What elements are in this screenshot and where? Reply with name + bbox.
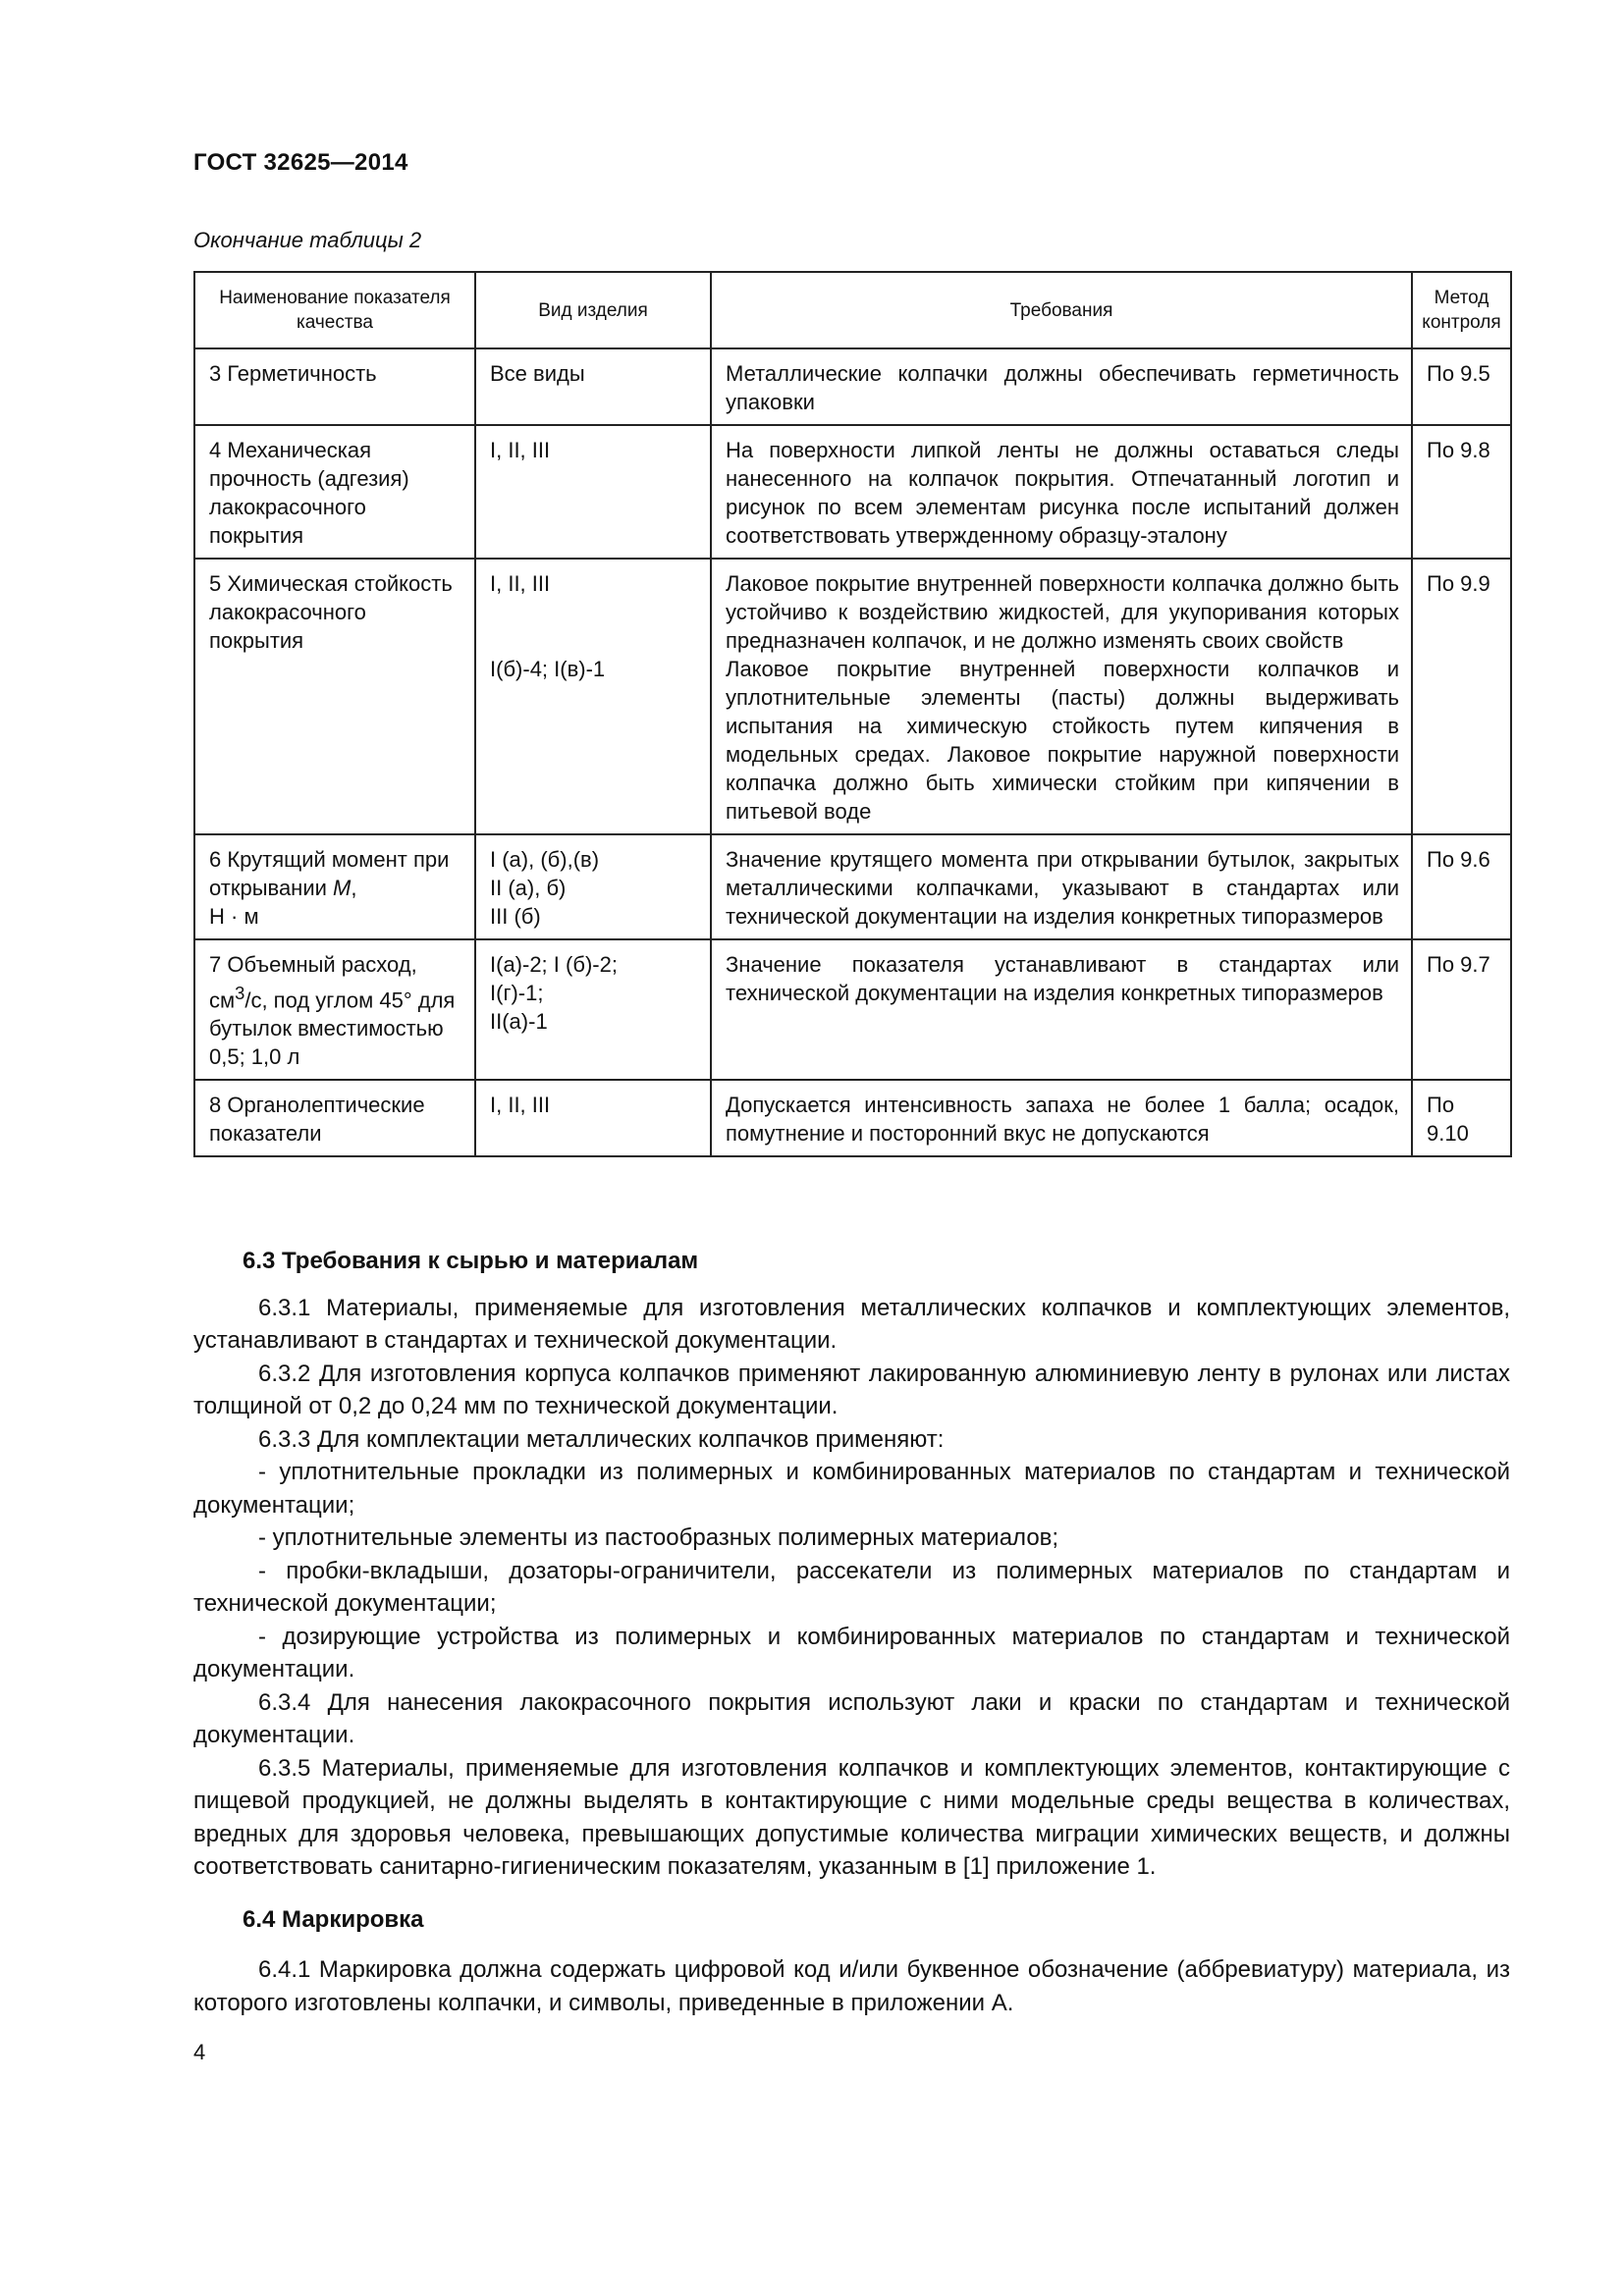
row-name-variable: М — [333, 876, 352, 900]
row-type-cell — [475, 559, 711, 834]
row-name: 6 Крутящий момент при открывании — [209, 847, 450, 900]
list-item: - уплотнительные элементы из пастообразных полимерных материалов; — [258, 1524, 1059, 1551]
row-requirements: Металлические колпачки должны обеспечивать герметичность упаковки — [711, 348, 1412, 425]
table-row — [194, 834, 1511, 939]
page-number: 4 — [193, 2040, 206, 2064]
table-header-row — [194, 272, 1511, 348]
row-type: II (а), б) — [490, 876, 567, 900]
paragraph: 6.3.5 Материалы, применяемые для изготовления колпачков и комплектующих элементов, контактирующие с пищевой продукцией, не должны выделять в контактирующие с ними модельные среды вещества в количествах, вредных для здоровья человека, превышающих допустимые количества миграции химических веществ, и должны соответствовать санитарно-гигиеническим показателям, указанным в [1] приложение 1. — [193, 1754, 1510, 1880]
row-type: I(а)-2; I (б)-2; — [490, 952, 618, 977]
row-name: 5 Химическая стойкость лакокрасочного покрытия — [194, 559, 475, 834]
row-method: По 9.7 — [1412, 939, 1511, 1080]
row-type-cell — [475, 834, 711, 939]
row-name-cell — [194, 939, 475, 1080]
row-type: I(г)-1; — [490, 981, 544, 1005]
row-name: 4 Механическая прочность (адгезия) лакокрасочного покрытия — [194, 425, 475, 559]
row-method: По 9.10 — [1412, 1080, 1511, 1156]
row-name-unit: Н · м — [209, 904, 259, 929]
row-requirements: Допускается интенсивность запаха не более 1 балла; осадок, помутнение и посторонний вкус не допускаются — [711, 1080, 1412, 1156]
row-type: I(б)-4; I(в)-1 — [490, 657, 606, 681]
row-type: I, II, III — [490, 571, 551, 596]
row-requirements: Лаковое покрытие внутренней поверхности колпачков и уплотнительные элементы (пасты) должны выдерживать испытания на химическую стойкость путем кипячения в модельных средах. Лаковое покрытие наружной поверхности колпачка должно быть химически стойким при кипячении в питьевой воде — [726, 657, 1399, 824]
row-method: По 9.8 — [1412, 425, 1511, 559]
table-row — [194, 1080, 1511, 1156]
row-type: I, II, III — [475, 425, 711, 559]
row-name: /с, под углом 45° для бутылок вместимостью 0,5; 1,0 л — [209, 988, 456, 1070]
row-method: По 9.6 — [1412, 834, 1511, 939]
row-type-cell — [475, 939, 711, 1080]
row-type: Все виды — [475, 348, 711, 425]
column-header-requirements: Требования — [711, 272, 1412, 348]
table-row — [194, 939, 1511, 1080]
quality-table — [193, 271, 1512, 1157]
row-requirements: Значение показателя устанавливают в стандартах или технической документации на изделия конкретных типоразмеров — [711, 939, 1412, 1080]
row-name-superscript: 3 — [235, 983, 245, 1003]
row-method: По 9.9 — [1412, 559, 1511, 834]
row-type: II(а)-1 — [490, 1009, 548, 1034]
paragraph: 6.4.1 Маркировка должна содержать цифровой код и/или буквенное обозначение (аббревиатуру) материала, из которого изготовлены колпачки, и символы, приведенные в приложении А. — [193, 1956, 1510, 2016]
column-header-method: Метод контроля — [1412, 272, 1511, 348]
section-title: 6.4 Маркировка — [243, 1905, 424, 1933]
section-title: 6.3 Требования к сырью и материалам — [243, 1248, 699, 1274]
paragraph: 6.3.2 Для изготовления корпуса колпачков применяют лакированную алюминиевую ленту в рулонах или листах толщиной от 0,2 до 0,24 мм по технической документации. — [193, 1360, 1510, 1419]
list-item: - пробки-вкладыши, дозаторы-ограничители, рассекатели из полимерных материалов по стандартам и технической документации; — [193, 1557, 1510, 1617]
table-caption: Окончание таблицы 2 — [193, 228, 422, 252]
row-name: 3 Герметичность — [194, 348, 475, 425]
column-header-name: Наименование показателя качества — [194, 272, 475, 348]
row-type: III (б) — [490, 904, 541, 929]
row-requirements: Значение крутящего момента при открывании бутылок, закрытых металлическими колпачками, указывают в стандартах или технической документации на изделия конкретных типоразмеров — [711, 834, 1412, 939]
row-name: 8 Органолептические показатели — [194, 1080, 475, 1156]
row-requirements: Лаковое покрытие внутренней поверхности колпачка должно быть устойчиво к воздействию жидкостей, для укупоривания которых предназначен колпачок, и не должно изменять своих свойств — [726, 571, 1399, 653]
paragraph: 6.3.4 Для нанесения лакокрасочного покрытия используют лаки и краски по стандартам и технической документации. — [193, 1688, 1510, 1748]
list-item: - уплотнительные прокладки из полимерных и комбинированных материалов по стандартам и технической документации; — [193, 1459, 1510, 1519]
row-method: По 9.5 — [1412, 348, 1511, 425]
column-header-type: Вид изделия — [475, 272, 711, 348]
document-header: ГОСТ 32625—2014 — [193, 149, 408, 176]
row-type: I (а), (б),(в) — [490, 847, 600, 872]
list-item: - дозирующие устройства из полимерных и комбинированных материалов по стандартам и технической документации. — [193, 1623, 1510, 1682]
row-requirements: На поверхности липкой ленты не должны оставаться следы нанесенного на колпачок покрытия. Отпечатанный логотип и рисунок по всем элементам рисунка после испытаний должен соответствовать утвержденному образцу-эталону — [711, 425, 1412, 559]
table-row — [194, 559, 1511, 834]
row-name: , — [351, 876, 357, 900]
row-name: 7 Объемный расход, см — [209, 952, 417, 1013]
row-type: I, II, III — [475, 1080, 711, 1156]
paragraph: 6.3.1 Материалы, применяемые для изготовления металлических колпачков и комплектующих элементов, устанавливают в стандартах и технической документации. — [193, 1294, 1510, 1354]
row-requirements-cell — [711, 559, 1412, 834]
paragraph: 6.3.3 Для комплектации металлических колпачков применяют: — [258, 1425, 945, 1453]
table-row — [194, 348, 1511, 425]
body-text — [193, 1245, 1510, 2019]
row-name-cell — [194, 834, 475, 939]
table-row — [194, 425, 1511, 559]
